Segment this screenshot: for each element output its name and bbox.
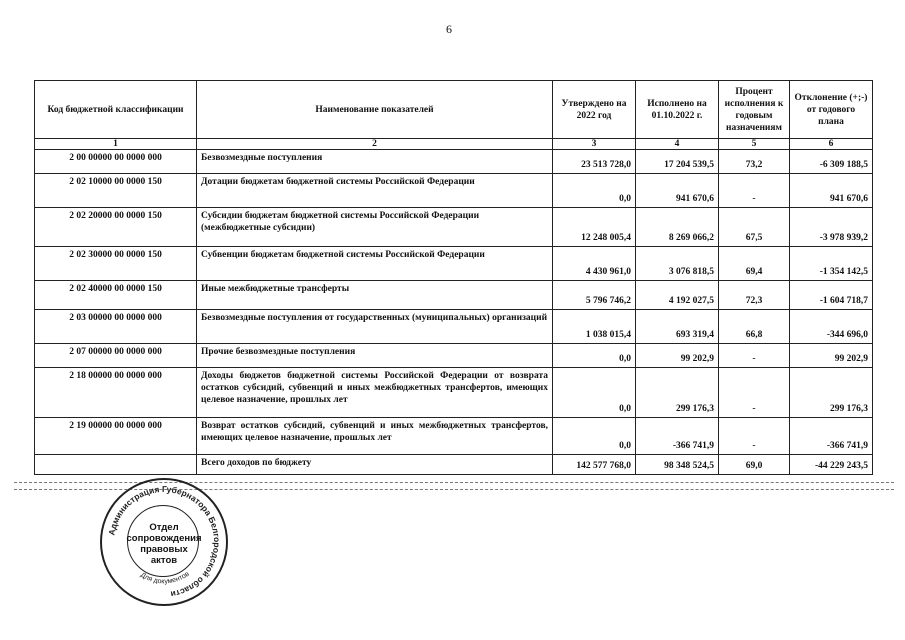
header-name: Наименование показателей — [197, 81, 553, 139]
row-executed: 941 670,6 — [636, 174, 719, 208]
table-row — [35, 247, 873, 281]
stamp-center-text — [118, 522, 210, 566]
row-percent: 67,5 — [719, 208, 790, 247]
column-number: 2 — [197, 139, 553, 150]
total-approved: 142 577 768,0 — [553, 455, 636, 475]
table-row — [35, 174, 873, 208]
row-deviation: -366 741,9 — [790, 418, 873, 455]
table-row — [35, 310, 873, 344]
row-approved: 5 796 746,2 — [553, 281, 636, 310]
row-name: Безвозмездные поступления — [197, 150, 553, 174]
row-executed: 8 269 066,2 — [636, 208, 719, 247]
header-approved: Утверждено на 2022 год — [553, 81, 636, 139]
row-executed: 17 204 539,5 — [636, 150, 719, 174]
table-row — [35, 150, 873, 174]
row-code: 2 02 40000 00 0000 150 — [35, 281, 197, 310]
row-percent: 69,4 — [719, 247, 790, 281]
header-percent: Процент исполнения к годовым назначениям — [719, 81, 790, 139]
total-deviation: -44 229 243,5 — [790, 455, 873, 475]
row-deviation: -3 978 939,2 — [790, 208, 873, 247]
row-percent: - — [719, 418, 790, 455]
budget-table — [34, 80, 873, 475]
column-numbers-row — [35, 139, 873, 150]
row-code: 2 18 00000 00 0000 000 — [35, 368, 197, 418]
row-name: Дотации бюджетам бюджетной системы Российской Федерации — [197, 174, 553, 208]
row-percent: 66,8 — [719, 310, 790, 344]
column-number: 6 — [790, 139, 873, 150]
row-executed: 693 319,4 — [636, 310, 719, 344]
total-row — [35, 455, 873, 475]
column-number: 3 — [553, 139, 636, 150]
row-approved: 1 038 015,4 — [553, 310, 636, 344]
row-approved: 0,0 — [553, 174, 636, 208]
row-executed: 3 076 818,5 — [636, 247, 719, 281]
row-approved: 0,0 — [553, 418, 636, 455]
row-approved: 12 248 005,4 — [553, 208, 636, 247]
row-name: Доходы бюджетов бюджетной системы Российской Федерации от возврата остатков субсидий, субвенций и иных межбюджетных трансфертов, имеющих целевое назначение, прошлых лет — [197, 368, 553, 418]
row-name: Возврат остатков субсидий, субвенций и иных межбюджетных трансфертов, имеющих целевое назначение, прошлых лет — [197, 418, 553, 455]
row-approved: 0,0 — [553, 344, 636, 368]
stamp-line: Отдел — [149, 522, 179, 533]
row-name: Безвозмездные поступления от государственных (муниципальных) организаций — [197, 310, 553, 344]
row-code: 2 00 00000 00 0000 000 — [35, 150, 197, 174]
row-code: 2 02 20000 00 0000 150 — [35, 208, 197, 247]
total-code — [35, 455, 197, 475]
row-executed: 299 176,3 — [636, 368, 719, 418]
stamp-line: сопровождения — [126, 533, 202, 544]
row-code: 2 02 10000 00 0000 150 — [35, 174, 197, 208]
row-executed: -366 741,9 — [636, 418, 719, 455]
row-code: 2 03 00000 00 0000 000 — [35, 310, 197, 344]
row-code: 2 02 30000 00 0000 150 — [35, 247, 197, 281]
column-number: 4 — [636, 139, 719, 150]
row-percent: - — [719, 174, 790, 208]
row-percent: 73,2 — [719, 150, 790, 174]
row-percent: - — [719, 344, 790, 368]
total-executed: 98 348 524,5 — [636, 455, 719, 475]
row-deviation: -1 354 142,5 — [790, 247, 873, 281]
table-row — [35, 418, 873, 455]
row-deviation: 299 176,3 — [790, 368, 873, 418]
table-row — [35, 281, 873, 310]
row-deviation: 941 670,6 — [790, 174, 873, 208]
row-name: Прочие безвозмездные поступления — [197, 344, 553, 368]
stamp-bottom-label: Для документов — [139, 570, 191, 586]
row-deviation: 99 202,9 — [790, 344, 873, 368]
column-number: 1 — [35, 139, 197, 150]
row-name: Субвенции бюджетам бюджетной системы Российской Федерации — [197, 247, 553, 281]
row-code: 2 19 00000 00 0000 000 — [35, 418, 197, 455]
row-name: Субсидии бюджетам бюджетной системы Российской Федерации (межбюджетные субсидии) — [197, 208, 553, 247]
row-percent: 72,3 — [719, 281, 790, 310]
official-stamp — [100, 478, 228, 606]
total-name: Всего доходов по бюджету — [197, 455, 553, 475]
header-deviation: Отклонение (+;-) от годового плана — [790, 81, 873, 139]
table-row — [35, 208, 873, 247]
row-approved: 23 513 728,0 — [553, 150, 636, 174]
row-deviation: -1 604 718,7 — [790, 281, 873, 310]
row-percent: - — [719, 368, 790, 418]
header-code: Код бюджетной классификации — [35, 81, 197, 139]
table-header-row — [35, 81, 873, 139]
header-executed: Исполнено на 01.10.2022 г. — [636, 81, 719, 139]
table-row — [35, 344, 873, 368]
row-executed: 4 192 027,5 — [636, 281, 719, 310]
column-number: 5 — [719, 139, 790, 150]
stamp-line: правовых — [140, 544, 188, 555]
row-executed: 99 202,9 — [636, 344, 719, 368]
row-approved: 0,0 — [553, 368, 636, 418]
stamp-ring-label: Администрация Губернатора Белгородской области — [106, 483, 223, 600]
total-percent: 69,0 — [719, 455, 790, 475]
stamp-line: актов — [150, 555, 178, 566]
row-approved: 4 430 961,0 — [553, 247, 636, 281]
row-code: 2 07 00000 00 0000 000 — [35, 344, 197, 368]
row-deviation: -6 309 188,5 — [790, 150, 873, 174]
row-deviation: -344 696,0 — [790, 310, 873, 344]
row-name: Иные межбюджетные трансферты — [197, 281, 553, 310]
table-row — [35, 368, 873, 418]
page-number: 6 — [446, 22, 452, 36]
